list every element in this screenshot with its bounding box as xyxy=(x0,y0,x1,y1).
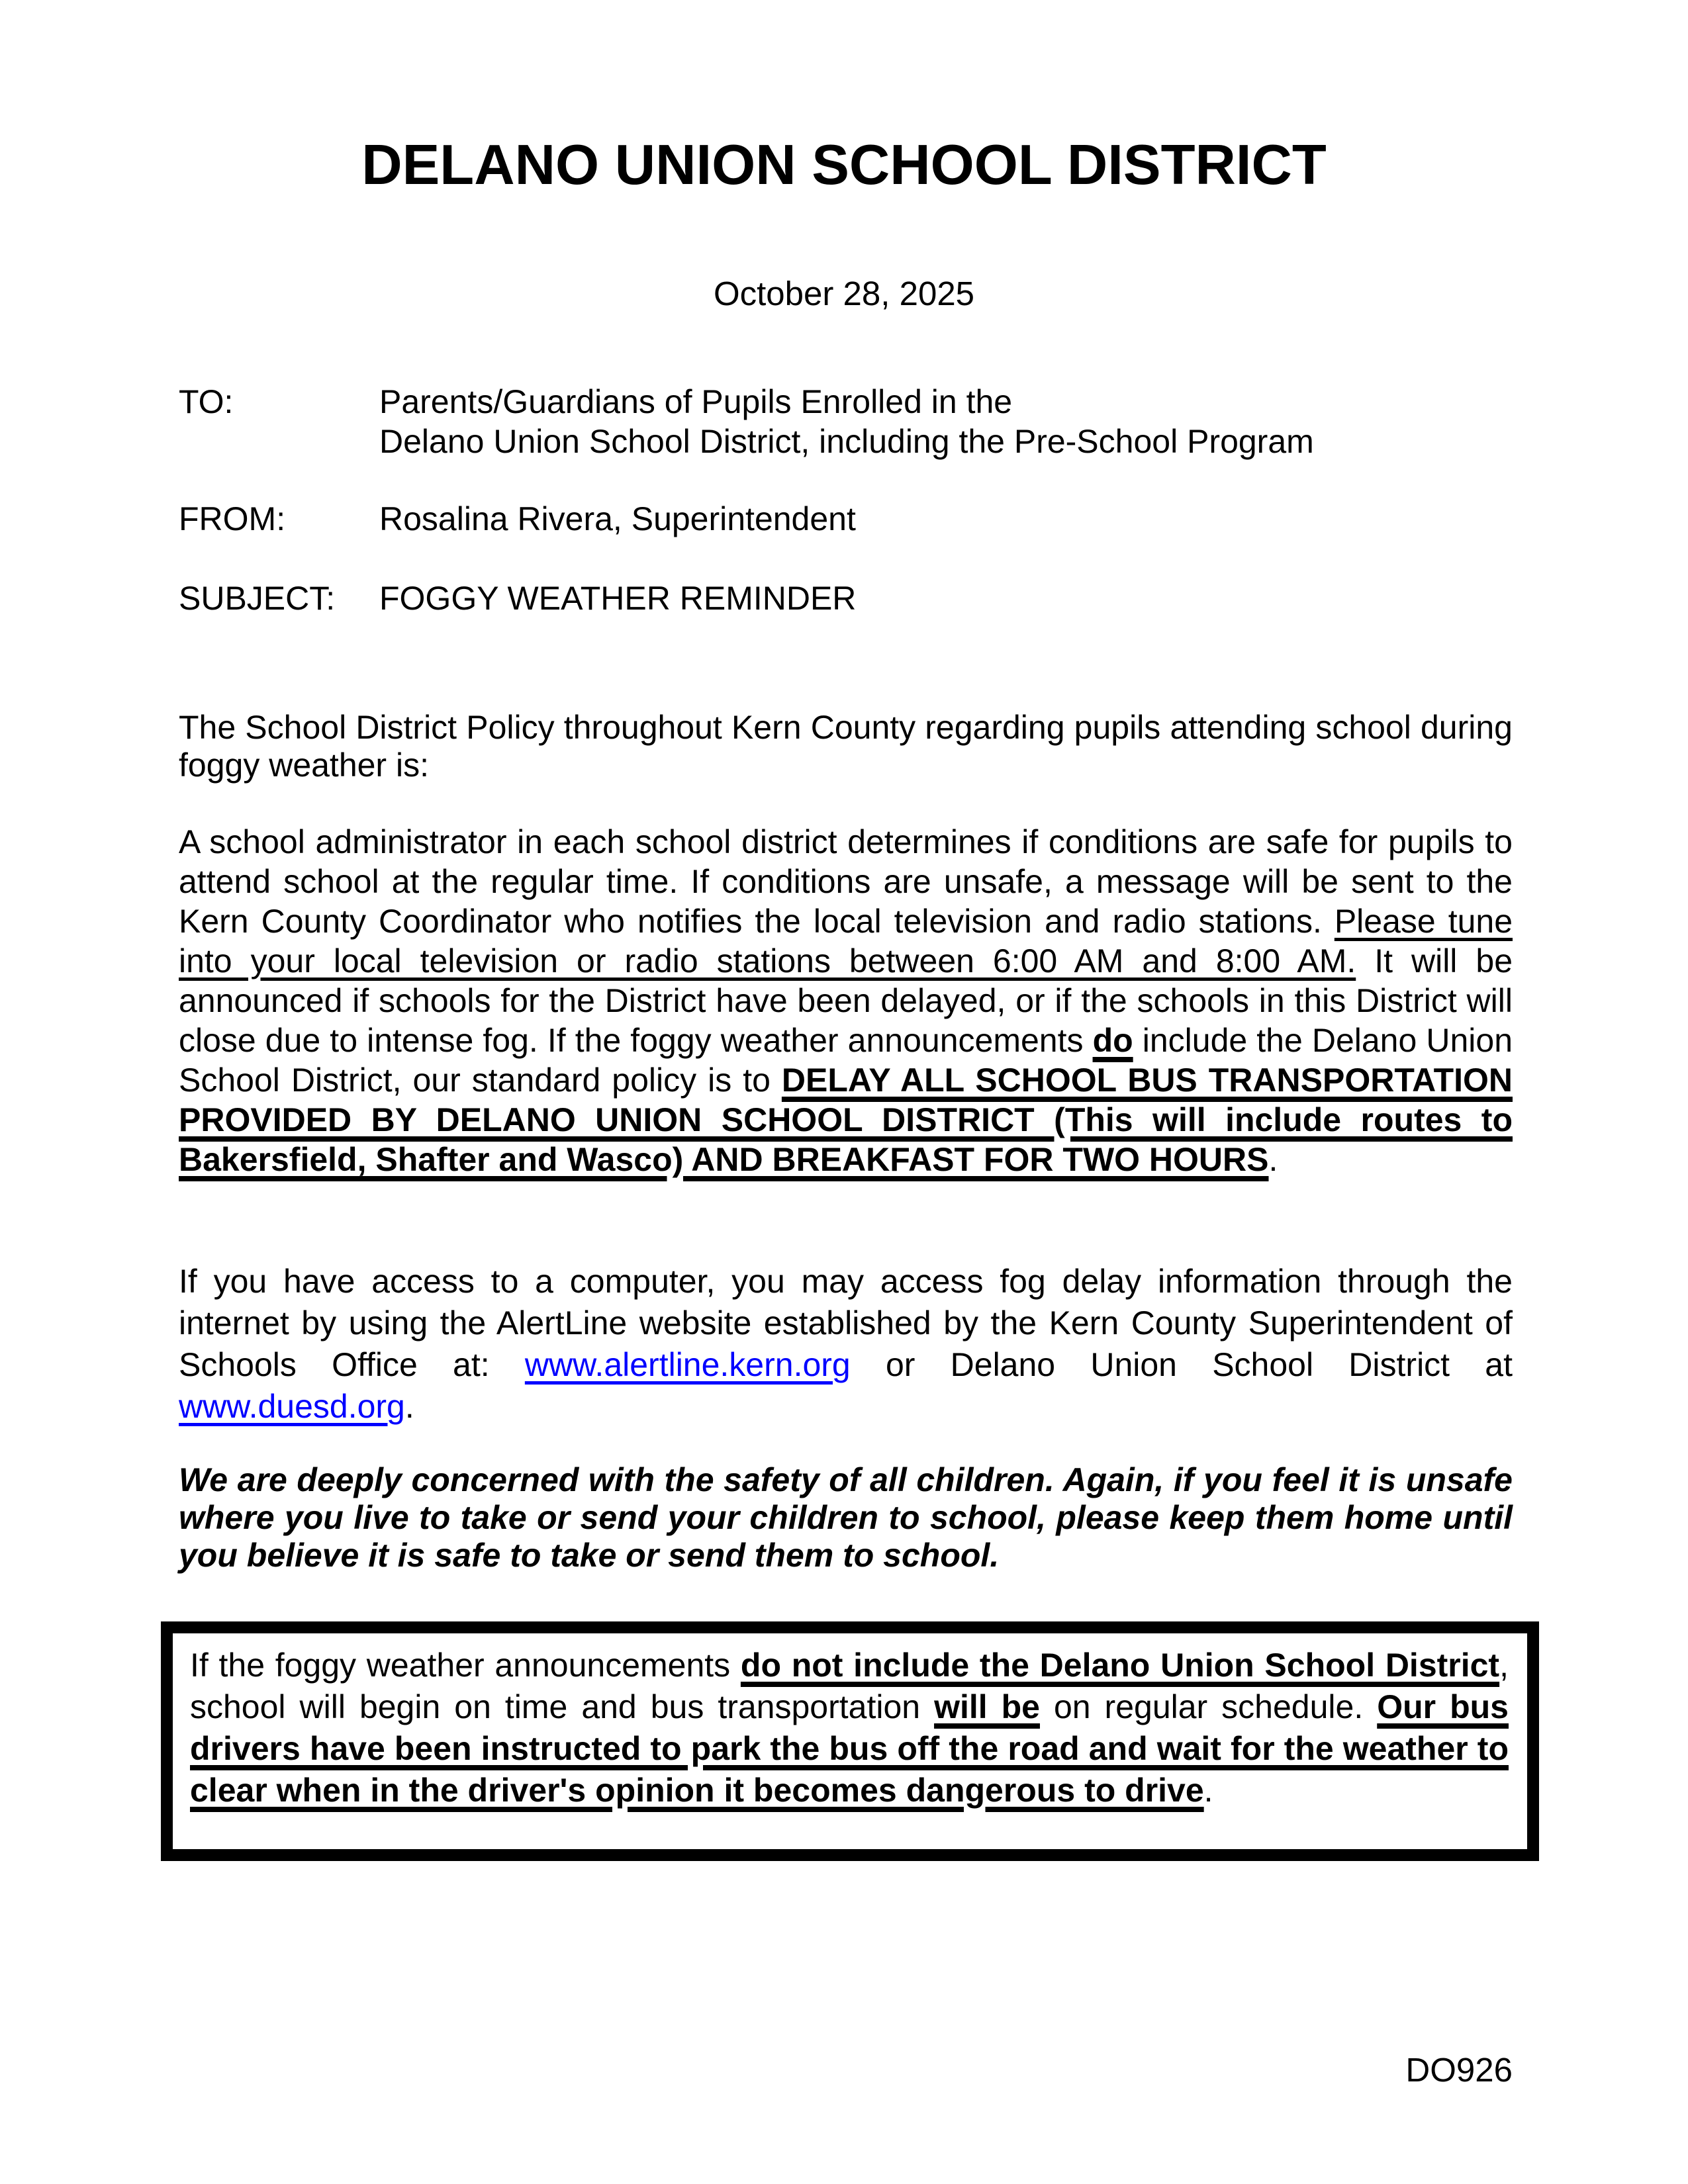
text-segment: . xyxy=(404,1388,414,1425)
alertline-link[interactable]: www.alertline.kern.org xyxy=(524,1346,851,1383)
text-segment: It will be announced if schools for the District have been delayed, or if the schools in this District will close due to intense fog. If the foggy weather announcements xyxy=(179,942,1513,1059)
notice-box xyxy=(161,1621,1539,1861)
paragraph-policy-intro xyxy=(179,709,1513,784)
to-value-line-1: Parents/Guardians of Pupils Enrolled in the xyxy=(379,383,1013,420)
paragraph-safety-concern xyxy=(179,1461,1513,1574)
text-segment: include the Delano Union School District, our standard policy is to xyxy=(179,1022,1513,1099)
paragraph-fog-procedure xyxy=(179,822,1513,1179)
page-title: DELANO UNION SCHOOL DISTRICT xyxy=(361,134,1327,197)
text-segment: . xyxy=(1268,1141,1278,1178)
text-segment: will be xyxy=(934,1688,1040,1725)
memo-row-from xyxy=(179,499,1513,539)
subject-label: SUBJECT: xyxy=(179,580,336,617)
text-segment: If you have access to a computer, you may access fog delay information through the internet by using the AlertLine website established by the Kern County Superintendent of Schools Office at: xyxy=(179,1263,1513,1383)
text-segment: , school will begin on time and bus transportation xyxy=(190,1647,1509,1725)
document-code: DO926 xyxy=(1405,2051,1513,2089)
to-value-line-2: Delano Union School District, including the Pre-School Program xyxy=(379,423,1314,460)
letter-date: October 28, 2025 xyxy=(713,275,975,312)
text-segment: Please tune into your local television or radio stations between 6:00 AM and 8:00 AM. xyxy=(179,903,1513,979)
text-segment: We are deeply concerned with the safety of all children. Again, if you feel it is unsafe where you live to take or send your children to school, please keep them home until you believe it is safe to take or send them to school. xyxy=(179,1461,1513,1574)
text-segment: A school administrator in each school district determines if conditions are safe for pupils to attend school at the regular time. If conditions are unsafe, a message will be sent to the Kern County Coordinator who notifies the local television and radio stations. xyxy=(179,823,1513,940)
text-segment: If the foggy weather announcements xyxy=(190,1647,741,1684)
text-segment: do not include the Delano Union School District xyxy=(740,1647,1500,1684)
subject-value: FOGGY WEATHER REMINDER xyxy=(379,580,857,617)
text-segment: . xyxy=(1203,1772,1213,1809)
paragraph-internet-info xyxy=(179,1261,1513,1428)
text-segment: on regular schedule. xyxy=(1039,1688,1378,1725)
to-label: TO: xyxy=(179,383,234,420)
text-segment: Our bus drivers have been instructed to park the bus off the road and wait for the weather to clear when in the driver's opinion it becomes dangerous to drive xyxy=(190,1688,1509,1809)
text-segment: DELAY ALL SCHOOL BUS TRANSPORTATION PROVIDED BY DELANO UNION SCHOOL DISTRICT (This will include routes to Bakersfield, Shafter and Wasco) AND BREAKFAST FOR TWO HOURS xyxy=(179,1062,1513,1178)
text-segment: The School District Policy throughout Kern County regarding pupils attending school during foggy weather is: xyxy=(179,709,1513,784)
text-segment: or Delano Union School District at xyxy=(850,1346,1513,1383)
memo-row-to xyxy=(179,382,1513,461)
memo-row-subject xyxy=(179,578,1513,618)
from-value: Rosalina Rivera, Superintendent xyxy=(379,500,856,537)
duesd-link[interactable]: www.duesd.org xyxy=(179,1388,405,1425)
text-segment: do xyxy=(1092,1022,1133,1059)
to-value xyxy=(379,382,1513,461)
from-label: FROM: xyxy=(179,500,286,537)
